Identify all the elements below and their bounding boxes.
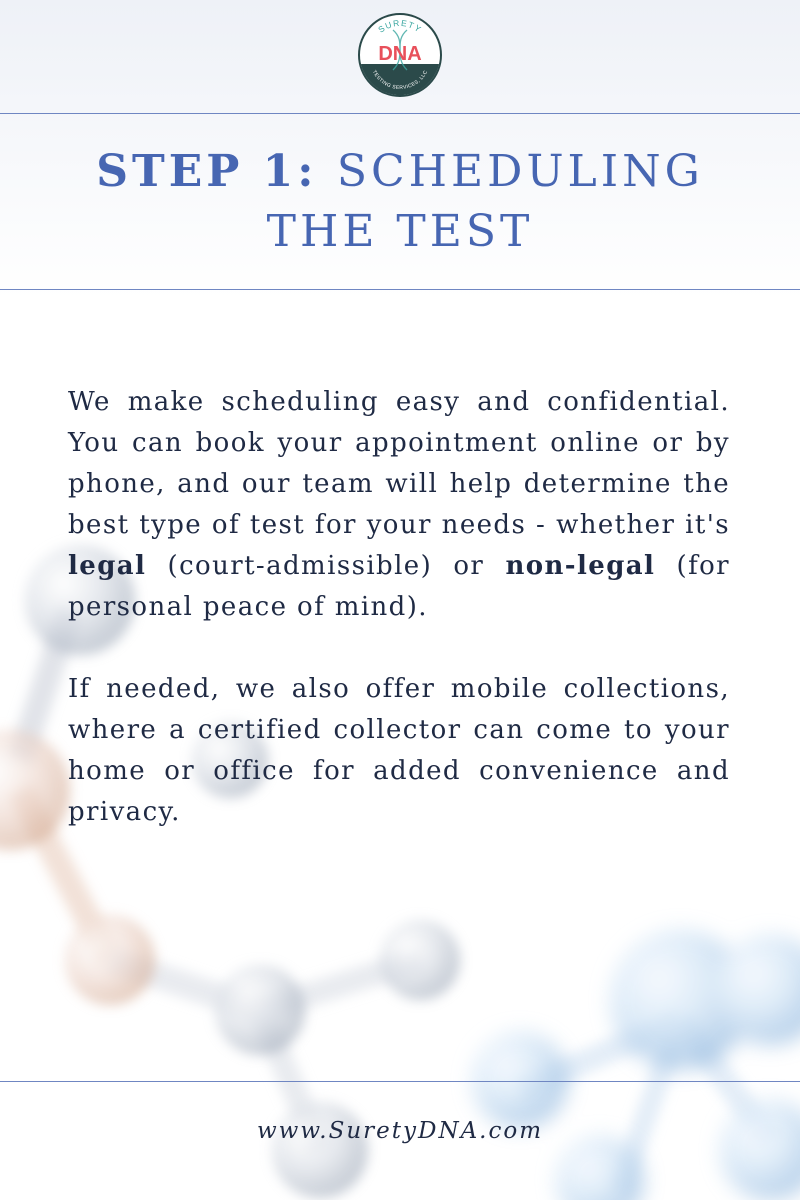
top-divider [0,113,800,114]
logo-top-text: SURETY [376,17,424,35]
website-url[interactable]: www.SuretyDNA.com [256,1118,544,1144]
page-title [40,142,760,262]
paragraph1-text-3: (for personal peace of mind). [68,551,730,622]
footer-divider [0,1081,800,1082]
title-step: STEP 1: [96,146,318,197]
paragraph-scheduling [68,382,730,628]
legal-term: legal [68,551,147,581]
logo-center-text: DNA [378,43,422,65]
paragraph-mobile-collections: If needed, we also offer mobile collections, where a certified collector can come to your home or office for added convenience and privacy. [68,674,730,827]
title-line2: THE TEST [266,206,534,257]
title-line1: SCHEDULING [336,146,704,197]
non-legal-term: non-legal [505,551,656,581]
title-divider [0,289,800,290]
logo-bottom-text: TESTING SERVICES, LLC [370,69,430,92]
body-copy [68,382,730,833]
surety-dna-logo [357,12,443,98]
paragraph1-text: We make scheduling easy and confidential. You can book your appointment online or by phone, and our team will help determine the best type of test for your needs - whether it's [68,387,730,540]
paragraph1-text-2: (court-admissible) or [146,551,506,581]
